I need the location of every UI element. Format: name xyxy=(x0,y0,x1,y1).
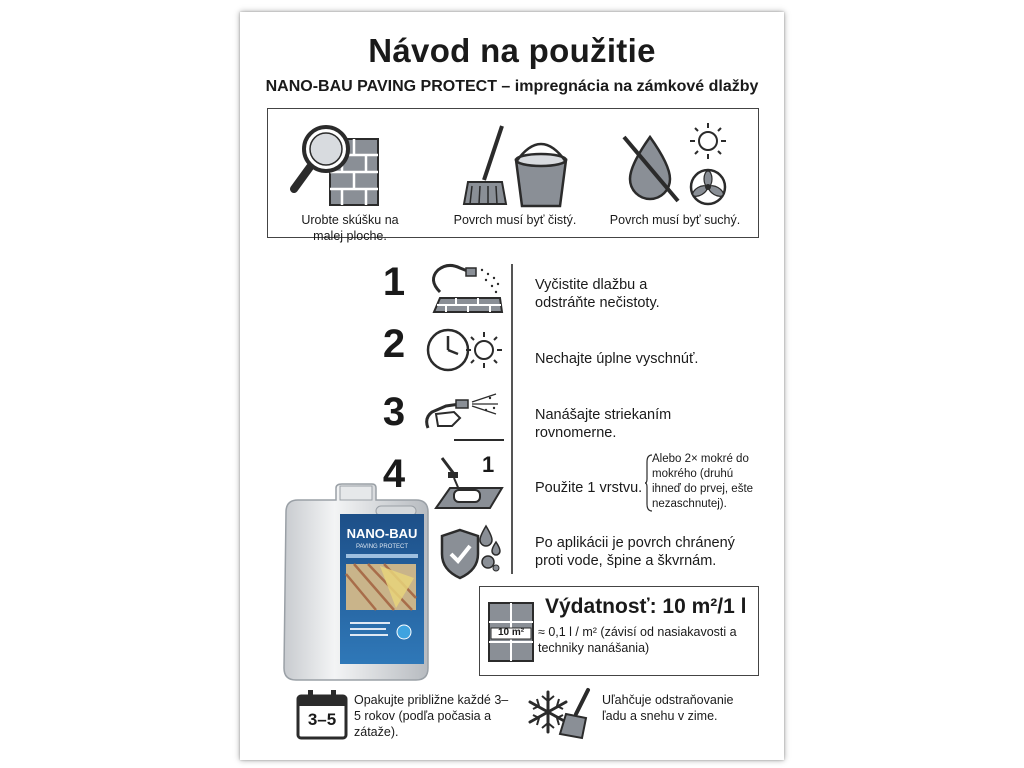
shield-drops-icon xyxy=(436,524,506,582)
prep-caption-clean: Povrch musí byť čistý. xyxy=(453,213,577,227)
page-title: Návod na použitie xyxy=(368,32,656,69)
step-3-number: 3 xyxy=(382,390,406,434)
prep-caption-dry: Povrch musí byť suchý. xyxy=(609,213,741,227)
prep-caption-test: Urobte skúšku na malej ploche. xyxy=(301,213,399,243)
paint-roller-icon xyxy=(432,454,508,512)
broom-bucket-icon xyxy=(462,122,572,210)
step-1-number: 1 xyxy=(382,260,406,304)
step-5-text: Po aplikácii je povrch chránený proti vode, špine a škvrnám. xyxy=(535,535,735,569)
step-4-note: Alebo 2× mokré do mokrého (druhú ihneď do prvej, ešte nezaschnutej). xyxy=(652,453,754,510)
canister-product-name: PAVING PROTECT xyxy=(355,544,409,550)
step-4-coat-count: 1 xyxy=(482,452,495,477)
magnifier-tiles-icon xyxy=(290,117,382,209)
yield-detail: ≈ 0,1 l / m² (závisí od nasiakavosti a techniky nanášania) xyxy=(538,625,737,655)
spray-hand-icon xyxy=(424,388,506,446)
clock-sun-icon xyxy=(426,326,504,374)
step-2-number: 2 xyxy=(382,322,406,366)
step-3-text: Nanášajte striekaním rovnomerne. xyxy=(535,407,672,441)
hose-paving-icon xyxy=(426,260,504,316)
canister-brand: NANO-BAU xyxy=(346,526,418,541)
step-4-number: 4 xyxy=(382,452,406,496)
no-water-sun-fan-icon xyxy=(620,117,730,209)
product-canister-image xyxy=(276,482,436,682)
repeat-text: Opakujte približne každé 3–5 rokov (podľa počasia a zátaže). xyxy=(354,693,509,739)
yield-title: Výdatnosť: 10 m²/1 l xyxy=(545,595,747,618)
step-2-text: Nechajte úplne vyschnúť. xyxy=(535,351,699,367)
calendar-years-label: 3–5 xyxy=(307,710,337,729)
snowflake-scraper-icon xyxy=(526,684,596,744)
ice-removal-text: Uľahčuje odstraňovanie ľadu a snehu v zime. xyxy=(602,693,734,723)
yield-icon-label: 10 m² xyxy=(497,627,525,638)
step-4-text: Použite 1 vrstvu. xyxy=(535,480,643,496)
steps-divider xyxy=(511,264,513,574)
page-subtitle: NANO-BAU PAVING PROTECT – impregnácia na zámkové dlažby xyxy=(265,78,759,95)
step-1-text: Vyčistite dlažbu a odstráňte nečistoty. xyxy=(535,277,660,311)
